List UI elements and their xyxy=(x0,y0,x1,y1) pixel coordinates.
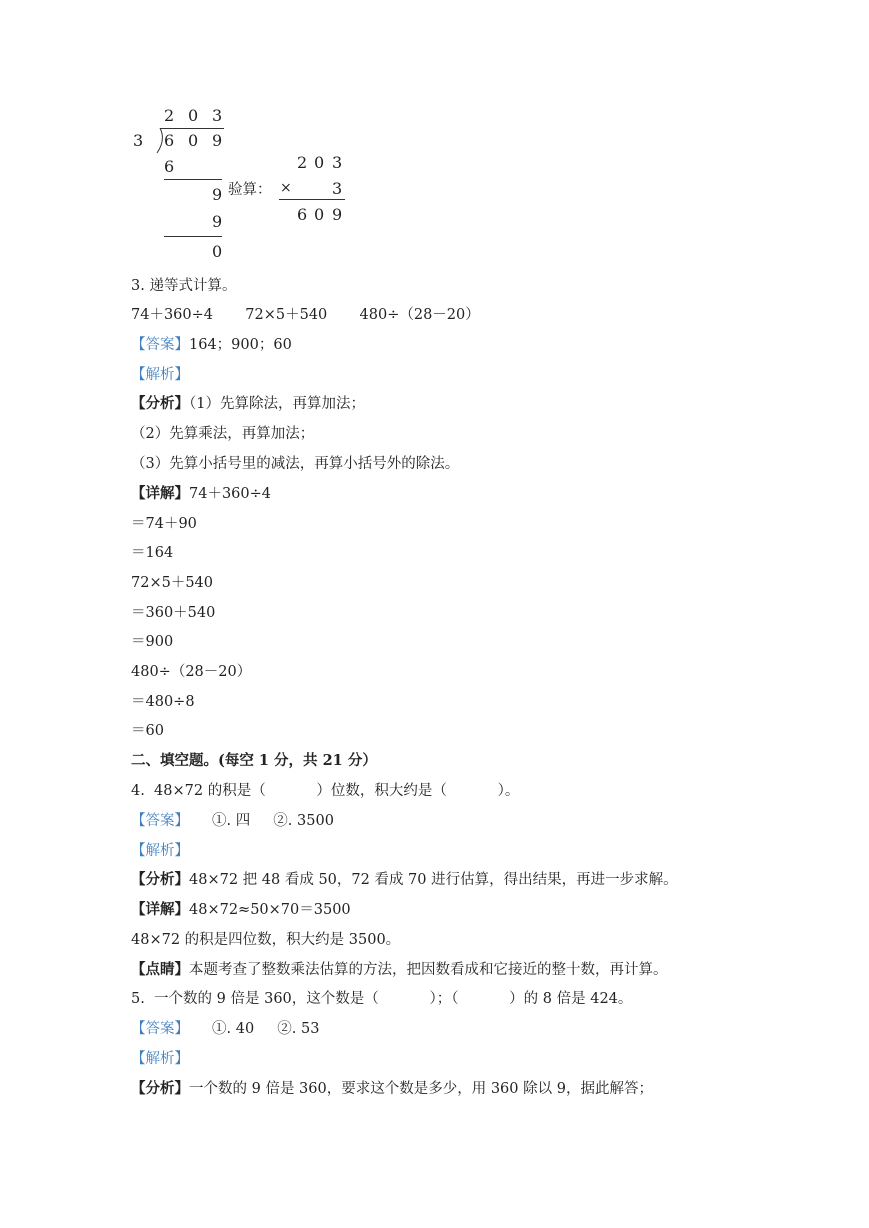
q3-step: 74＋360÷4 xyxy=(189,486,272,502)
fenxi-tag: 【分析】 xyxy=(131,395,189,412)
xiangjie-tag: 【详解】 xyxy=(131,485,189,502)
q3-expressions: 74＋360÷4 72×5＋540 480÷（28－20） xyxy=(131,307,480,323)
check-result-digit: 6 xyxy=(297,205,308,224)
q3-step: ＝164 xyxy=(131,545,174,561)
q4-answer-line xyxy=(131,811,334,831)
q3-title: 3. 递等式计算。 xyxy=(131,278,237,294)
subtract-step-1: 6 xyxy=(164,157,175,176)
check-line xyxy=(279,199,345,200)
subtract-line-1 xyxy=(164,179,222,180)
q4-fenxi-line xyxy=(131,870,678,890)
q4-analysis-tag: 【解析】 xyxy=(131,843,189,859)
q3-analysis-tag: 【解析】 xyxy=(131,367,189,383)
q4-answer: ①. 四 ②. 3500 xyxy=(189,813,334,829)
q3-xiangjie-line xyxy=(131,484,271,504)
q3-step: ＝74＋90 xyxy=(131,516,197,532)
quotient-digit: 0 xyxy=(188,106,199,125)
dividend-digit: 6 xyxy=(164,131,175,150)
q3-fenxi-1: （1）先算除法，再算加法； xyxy=(189,396,365,412)
xiangjie-tag: 【详解】 xyxy=(131,901,189,918)
q5-answer-line xyxy=(131,1019,319,1039)
q3-answer: 164；900；60 xyxy=(189,337,292,353)
dianjing-tag: 【点睛】 xyxy=(131,961,189,978)
q5-question: 5. 一个数的 9 倍是 360，这个数是（ ）；（ ）的 8 倍是 424。 xyxy=(131,991,633,1007)
remainder-1: 9 xyxy=(212,185,223,204)
q3-step: 72×5＋540 xyxy=(131,575,214,591)
q3-fenxi-line xyxy=(131,394,365,414)
check-top-digit: 0 xyxy=(314,153,325,172)
section-title: 二、填空题。(每空 1 分，共 21 分） xyxy=(131,752,377,769)
remainder-2: 0 xyxy=(212,242,223,261)
q3-step: 480÷（28－20） xyxy=(131,664,252,680)
fenxi-tag: 【分析】 xyxy=(131,1080,189,1097)
answer-tag: 【答案】 xyxy=(131,1021,189,1037)
q5-fenxi: 一个数的 9 倍是 360，要求这个数是多少，用 360 除以 9，据此解答； xyxy=(189,1081,653,1097)
times-sign: × xyxy=(280,180,292,196)
q4-conclusion: 48×72 的积是四位数，积大约是 3500。 xyxy=(131,932,401,948)
q5-fenxi-line xyxy=(131,1079,653,1099)
check-top-digit: 3 xyxy=(332,153,343,172)
q4-fenxi: 48×72 把 48 看成 50，72 看成 70 进行估算，得出结果，再进一步求解。 xyxy=(189,872,678,888)
q3-step: ＝480÷8 xyxy=(131,694,195,710)
q3-answer-line xyxy=(131,335,292,355)
dividend-digit: 9 xyxy=(212,131,223,150)
q4-xiangjie: 48×72≈50×70＝3500 xyxy=(189,902,351,918)
fenxi-tag: 【分析】 xyxy=(131,871,189,888)
q4-dianjing-line xyxy=(131,960,668,980)
q5-analysis-tag: 【解析】 xyxy=(131,1051,189,1067)
check-multiplier: 3 xyxy=(332,179,343,198)
answer-tag: 【答案】 xyxy=(131,813,189,829)
check-result-digit: 9 xyxy=(332,205,343,224)
dividend-digit: 0 xyxy=(188,131,199,150)
q3-fenxi-2: （2）先算乘法，再算加法； xyxy=(131,426,315,442)
check-label: 验算： xyxy=(228,182,272,198)
quotient-digit: 3 xyxy=(212,106,223,125)
answer-tag: 【答案】 xyxy=(131,337,189,353)
q5-answer: ①. 40 ②. 53 xyxy=(189,1021,320,1037)
q3-step: ＝900 xyxy=(131,634,174,650)
q3-fenxi-3: （3）先算小括号里的减法，再算小括号外的除法。 xyxy=(131,456,460,472)
q4-xiangjie-line xyxy=(131,900,351,920)
division-bar xyxy=(160,128,224,129)
subtract-step-2: 9 xyxy=(212,212,223,231)
divisor: 3 xyxy=(133,131,144,150)
check-result-digit: 0 xyxy=(314,205,325,224)
q4-question: 4. 48×72 的积是（ ）位数，积大约是（ ）。 xyxy=(131,783,520,799)
q3-step: ＝360＋540 xyxy=(131,605,216,621)
q3-step: ＝60 xyxy=(131,723,164,739)
subtract-line-2 xyxy=(164,236,222,237)
quotient-digit: 2 xyxy=(164,106,175,125)
q4-dianjing: 本题考查了整数乘法估算的方法，把因数看成和它接近的整十数，再计算。 xyxy=(189,962,668,978)
check-top-digit: 2 xyxy=(297,153,308,172)
